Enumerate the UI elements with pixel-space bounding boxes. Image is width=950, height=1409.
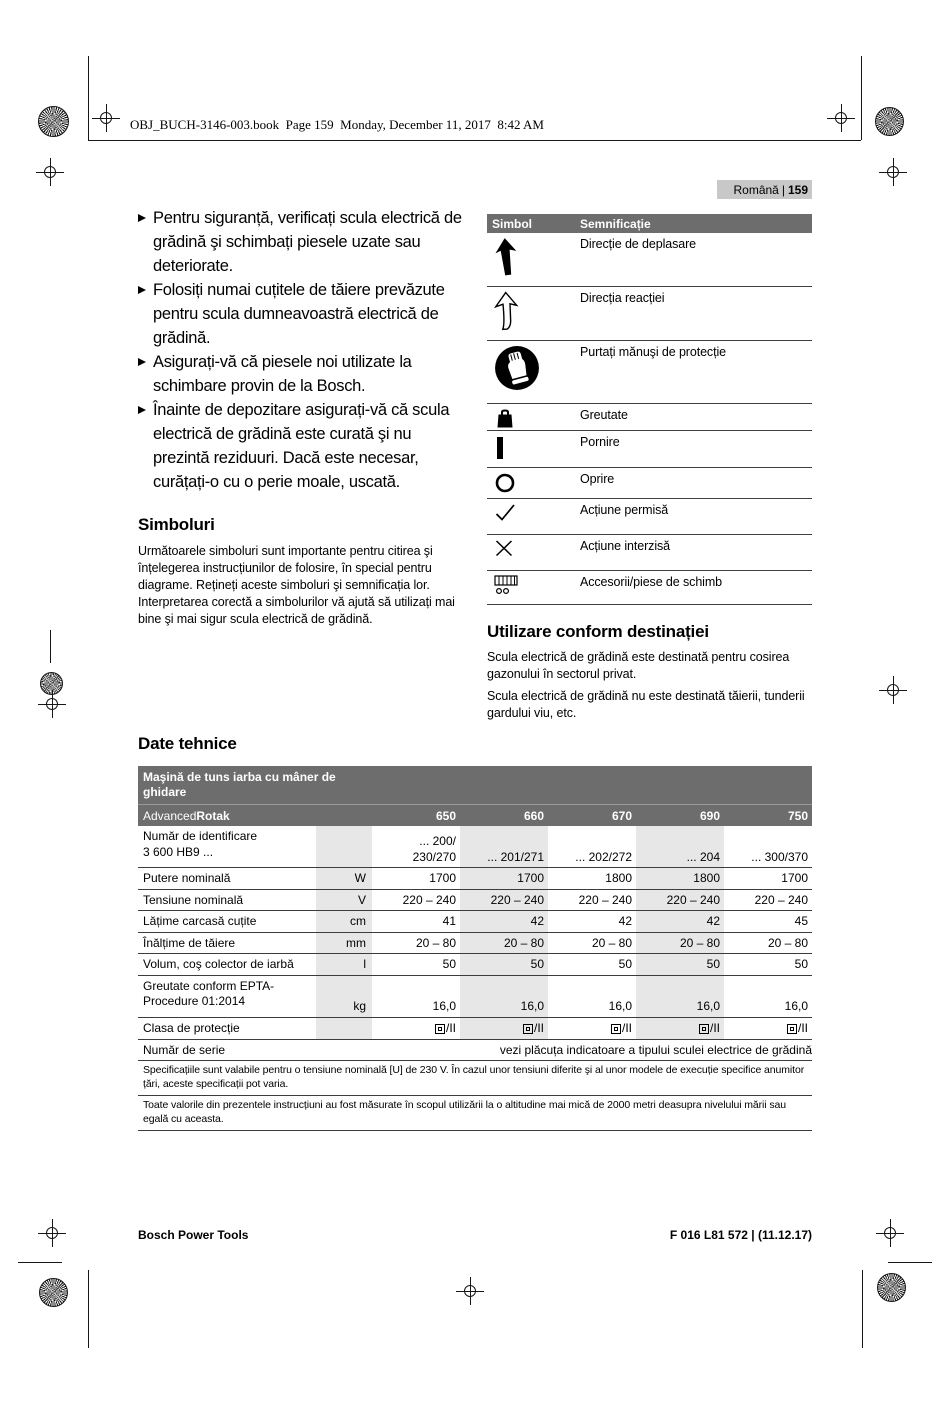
protective-gloves-icon <box>487 341 580 403</box>
safety-bullet-text: Folosiți numai cuțitele de tăiere prevăzute pentru scula dumneavoastră electrică de grădină. <box>153 281 445 347</box>
safety-bullet <box>138 398 464 494</box>
cell-value: /II <box>445 1021 456 1035</box>
tech-table-header <box>138 766 812 826</box>
symbol-label: Oprire <box>580 472 615 486</box>
tech-table-models-row <box>138 804 812 826</box>
cell-value: /II <box>621 1021 632 1035</box>
model-number: 670 <box>611 808 632 823</box>
symbol-label: Acțiune permisă <box>580 503 669 517</box>
cell-value: 220 – 240 <box>754 892 808 907</box>
language-label: Română <box>733 182 779 197</box>
cell-value: 16,0 <box>636 976 724 1017</box>
row-label: Putere nominală <box>143 871 231 885</box>
registration-mark <box>827 104 855 132</box>
product-suffix: Rotak <box>196 808 230 823</box>
cell-value: ... 300/370 <box>751 849 808 864</box>
double-insulation-icon <box>435 1024 445 1034</box>
registration-mark <box>92 104 120 132</box>
row-unit: kg <box>316 976 372 1017</box>
cell-value: 20 – 80 <box>415 935 456 950</box>
row-unit: mm <box>316 933 372 954</box>
cell-value: 45 <box>794 914 808 928</box>
row-unit: cm <box>316 911 372 932</box>
simboluri-heading: Simboluri <box>138 515 215 534</box>
cell-value: 1700 <box>429 871 456 885</box>
bullet-triangle-icon <box>138 286 146 294</box>
cell-value: 20 – 80 <box>591 935 632 950</box>
cell-value: ... 200/ <box>419 834 456 848</box>
model-number: 750 <box>787 808 808 823</box>
print-file-header: OBJ_BUCH-3146-003.book Page 159 Monday, December 11, 2017 8:42 AM <box>130 117 544 132</box>
row-label: Lățime carcasă cuțite <box>143 914 257 928</box>
cell-value: 42 <box>636 911 724 932</box>
reaction-arrow-icon <box>487 287 580 340</box>
tech-table-row <box>138 911 812 933</box>
utilizare-paragraph-2: Scula electrică de grădină nu este destinată tăierii, tunderii gardului viu, etc. <box>487 689 805 720</box>
cell-value: 1800 <box>636 868 724 889</box>
row-label-2: Procedure 01:2014 <box>143 994 246 1008</box>
table-footnote-2: Toate valorile din prezentele instrucțiuni au fost măsurate în scopul utilizării la o altitudine mai mică de 2000 metri deasupra nivelului mării sau egală cu aceasta. <box>138 1096 812 1131</box>
registration-mark <box>36 158 64 186</box>
left-column <box>138 206 464 628</box>
registration-mark <box>38 1219 66 1247</box>
safety-bullet-text: Asigurați-vă că piesele noi utilizate la schimbare provin de la Bosch. <box>153 353 412 395</box>
tech-table-row <box>138 954 812 976</box>
symbols-table-header <box>487 214 812 233</box>
cell-value: 50 <box>442 957 456 971</box>
cell-value: 16,0 <box>784 999 808 1013</box>
safety-bullet <box>138 278 464 350</box>
header-rule <box>88 140 861 141</box>
row-unit: l <box>316 954 372 975</box>
stop-icon <box>487 468 580 498</box>
cell-value: 1800 <box>605 871 632 885</box>
table-row <box>487 431 812 468</box>
allowed-icon <box>487 499 580 534</box>
tech-table-title: Maşină de tuns iarba cu mâner de ghidare <box>143 770 336 799</box>
page-number: 159 <box>787 182 808 197</box>
cell-value: 220 – 240 <box>636 890 724 911</box>
tech-data-table <box>138 766 812 1131</box>
double-insulation-icon <box>699 1024 709 1034</box>
row-label: Tensiune nominală <box>143 892 244 907</box>
cell-value: ... 201/271 <box>460 826 548 867</box>
table-row <box>487 468 812 499</box>
row-label: Număr de identificare <box>143 829 258 843</box>
symbol-label: Acțiune interzisă <box>580 539 671 553</box>
safety-bullet <box>138 206 464 278</box>
cell-value: /II <box>709 1021 720 1035</box>
cell-value: ... 202/272 <box>575 849 632 864</box>
symbol-label: Accesorii/piese de schimb <box>580 575 723 589</box>
bullet-triangle-icon <box>138 358 146 366</box>
crop-line <box>861 56 862 140</box>
symbols-col-semnificatie: Semnificație <box>580 216 651 231</box>
cell-value: 1700 <box>460 868 548 889</box>
page-number-badge <box>717 180 812 199</box>
table-row <box>487 535 812 571</box>
footer-document-code: F 016 L81 572 | (11.12.17) <box>669 1228 812 1242</box>
tech-table-row <box>138 1040 812 1062</box>
tech-table-row <box>138 890 812 912</box>
cell-value: 50 <box>636 954 724 975</box>
product-prefix: Advanced <box>143 808 197 823</box>
cell-value: 20 – 80 <box>460 933 548 954</box>
date-tehnice-heading: Date tehnice <box>138 734 237 753</box>
bullet-triangle-icon <box>138 406 146 414</box>
symbol-label: Direcția reacției <box>580 291 665 305</box>
cell-value: 220 – 240 <box>402 892 456 907</box>
row-label: Greutate conform EPTA- <box>143 978 275 993</box>
registration-mark <box>879 158 907 186</box>
cell-value: 220 – 240 <box>460 890 548 911</box>
cell-value: 16,0 <box>432 999 456 1013</box>
symbols-col-simbol: Simbol <box>492 216 533 231</box>
row-label: Volum, coş colector de iarbă <box>143 957 294 971</box>
table-footnote-1: Specificațiile sunt valabile pentru o tensiune nominală [U] de 230 V. În cazul unor tensiuni diferite şi al unor modele de execuție specifice anumitor țări, aceste specificații pot varia. <box>138 1061 812 1096</box>
row-label: Clasa de protecție <box>143 1020 240 1035</box>
starburst-mark <box>877 1273 906 1302</box>
crop-line <box>888 1262 932 1263</box>
cell-value: 16,0 <box>460 976 548 1017</box>
model-number: 660 <box>523 808 544 823</box>
cell-value: 42 <box>618 914 632 928</box>
row-unit: V <box>316 890 372 911</box>
cell-value: 230/270 <box>412 849 456 864</box>
cell-value: 50 <box>460 954 548 975</box>
table-row <box>487 233 812 287</box>
row-label-2: 3 600 HB9 ... <box>143 844 214 859</box>
cell-value: 16,0 <box>608 999 632 1013</box>
bullet-triangle-icon <box>138 214 146 222</box>
crop-line <box>862 1270 863 1348</box>
cell-value: /II <box>797 1021 808 1035</box>
registration-mark <box>879 676 907 704</box>
tech-data-section <box>138 734 812 1131</box>
registration-mark <box>456 1277 484 1305</box>
row-label: Înălțime de tăiere <box>143 935 236 950</box>
registration-mark <box>876 1219 904 1247</box>
table-row <box>487 571 812 605</box>
utilizare-heading: Utilizare conform destinației <box>487 622 709 641</box>
symbol-label: Direcție de deplasare <box>580 237 697 251</box>
tech-table-row <box>138 826 812 868</box>
tech-table-row <box>138 976 812 1018</box>
tech-table-row <box>138 1018 812 1040</box>
table-row <box>487 404 812 431</box>
safety-bullet-list <box>138 206 464 494</box>
badge-separator: | <box>781 182 785 197</box>
model-number: 650 <box>435 808 456 823</box>
table-row <box>487 499 812 535</box>
footer-publisher: Bosch Power Tools <box>138 1228 249 1242</box>
symbols-table <box>487 214 812 605</box>
cell-value: /II <box>533 1021 544 1035</box>
starburst-mark <box>39 1278 68 1307</box>
symbol-label: Purtați mănuşi de protecție <box>580 345 726 359</box>
symbol-label: Pornire <box>580 435 620 449</box>
crop-line <box>88 1270 89 1348</box>
safety-bullet-text: Pentru siguranță, verificați scula electrică de grădină şi schimbați piesele uzate sau deteriorate. <box>153 209 462 275</box>
registration-mark <box>38 690 66 718</box>
double-insulation-icon <box>611 1024 621 1034</box>
tech-table-row <box>138 933 812 955</box>
cell-value: 220 – 240 <box>578 892 632 907</box>
right-column <box>487 214 812 722</box>
row-label: Număr de serie <box>143 1042 226 1057</box>
cell-value: 41 <box>442 914 456 928</box>
safety-bullet <box>138 350 464 398</box>
cell-value: 20 – 80 <box>767 935 808 950</box>
table-row <box>487 341 812 404</box>
row-unit <box>316 826 372 867</box>
safety-bullet-text: Înainte de depozitare asigurați-vă că scula electrică de grădină este curată şi nu prezintă reziduuri. Dacă este necesar, curățați-o cu o perie moale, uscată. <box>153 401 450 491</box>
double-insulation-icon <box>787 1024 797 1034</box>
cell-value: 50 <box>618 957 632 971</box>
accessories-icon <box>487 571 580 604</box>
direction-arrow-icon <box>487 233 580 286</box>
crop-line <box>88 56 89 140</box>
page-footer <box>138 1228 812 1242</box>
utilizare-paragraph-1: Scula electrică de grădină este destinată pentru cosirea gazonului în sectorul privat. <box>487 650 790 681</box>
cell-value: 42 <box>460 911 548 932</box>
crop-line <box>18 1262 62 1263</box>
symbol-label: Greutate <box>580 408 628 422</box>
start-icon <box>487 431 580 467</box>
crop-line <box>50 630 51 663</box>
cell-value: 1700 <box>781 871 808 885</box>
simboluri-intro: Următoarele simboluri sunt importante pentru citirea şi înțelegerea instrucțiunilor de folosire, în special pentru diagrame. Rețineți aceste simboluri şi semnificația lor. Interpretarea corectă a simbolurilor vă ajută să utilizați mai bine şi mai sigur scula electrică de grădină. <box>138 544 455 626</box>
starburst-mark <box>38 106 69 137</box>
cell-value: 20 – 80 <box>636 933 724 954</box>
row-unit: W <box>316 868 372 889</box>
cell-value: ... 204 <box>636 826 724 867</box>
double-insulation-icon <box>523 1024 533 1034</box>
starburst-mark <box>875 107 904 136</box>
forbidden-icon <box>487 535 580 570</box>
row-unit <box>316 1018 372 1039</box>
cell-value: 50 <box>794 957 808 971</box>
product-name <box>138 809 316 823</box>
model-number: 690 <box>699 808 720 823</box>
table-row <box>487 287 812 341</box>
tech-table-row <box>138 868 812 890</box>
weight-icon <box>487 404 580 430</box>
serial-value: vezi plăcuța indicatoare a tipului sculei electrice de grădină <box>499 1042 812 1057</box>
